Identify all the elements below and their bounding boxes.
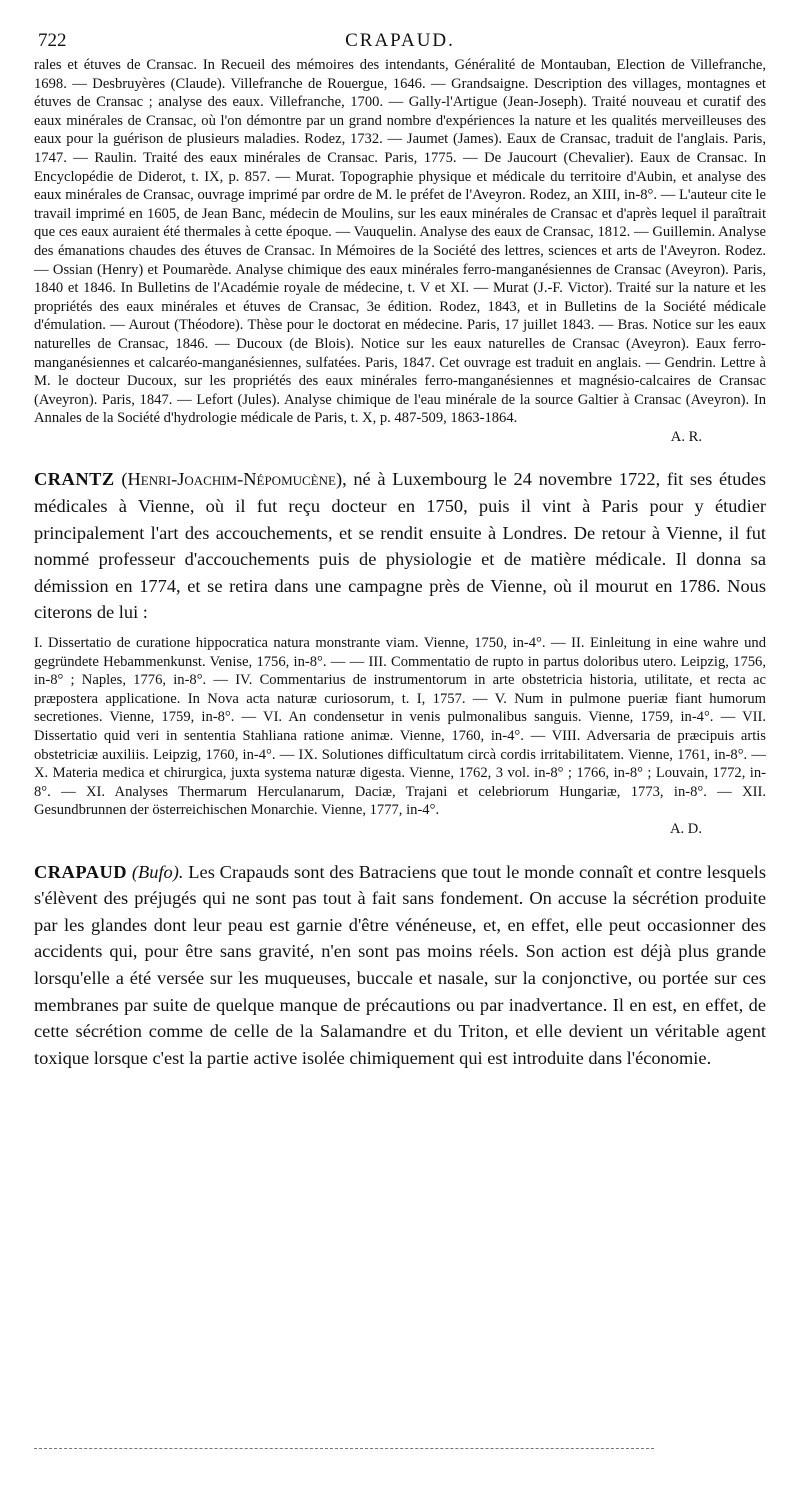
cransac-signature: A. R. <box>670 428 702 445</box>
running-title: CRAPAUD. <box>345 30 455 51</box>
page-number: 722 <box>38 30 67 51</box>
crantz-paragraph <box>34 466 766 626</box>
dictionary-page <box>34 0 766 1071</box>
cransac-bibliography-text: rales et étuves de Cransac. In Recueil des mémoires des intendants, Généralité de Montauban, Election de Villefranche, 1698. — Desbruyères (Claude). Villefranche de Rouergue, 1646. — Grandsaigne. Description des villages, montagnes et étuves de Cransac ; analyse des eaux. Villefranche, 1700. — Gally-l'Artigue (Jean-Joseph). Traité nouveau et curatif des eaux minérales de Cransac, où l'on démontre par un grand nombre d'expériences la nature et les qualités merveilleuses des eaux pour la guérison de plusieurs maladies. Rodez, 1732. — Jaumet (James). Eaux de Cransac, traduit de l'anglais. Paris, 1747. — Raulin. Traité des eaux minérales de Cransac. Paris, 1775. — De Jaucourt (Chevalier). Eaux de Cransac. In Encyclopédie de Diderot, t. IX, p. 857. — Murat. Topographie physique et médicale du territoire d'Aubin, et analyse des eaux minérales de Cransac, ouvrage imprimé par ordre de M. le préfet de l'Aveyron. Rodez, an XIII, in-8°. — L'auteur cite le travail imprimé en 1605, de Jean Banc, médecin de Moulins, sur les eaux minérales de Cransac et d'après lequel il paraîtrait que ces eaux auraient été thermales à cette époque. — Vauquelin. Analyse des eaux de Cransac, 1812. — Guillemin. Analyse des émanations chaudes des étuves de Cransac. In Mémoires de la Société des lettres, sciences et arts de l'Aveyron. Rodez. — Ossian (Henry) et Poumarède. Analyse chimique des eaux minérales ferro-manganésiennes de Cransac (Aveyron). Paris, 1840 et 1846. In Bulletins de l'Académie royale de médecine, t. V et XI. — Murat (J.-F. Victor). Traité sur la nature et les propriétés des eaux minérales et étuves de Cransac, 3e édition. Rodez, 1843, et in Bulletins de la Société médicale d'émulation. — Aurout (Théodore). Thèse pour le doctorat en médecine. Paris, 17 juillet 1843. — Bras. Notice sur les eaux naturelles de Cransac, 1846. — Ducoux (de Blois). Notice sur les eaux naturelles de Cransac (Aveyron). Eaux ferro-manganésiennes et calcaréo-manganésiennes, sulfatées. Paris, 1847. Cet ouvrage est traduit en anglais. — Gendrin. Lettre à M. le docteur Ducoux, sur les propriétés des eaux minérales ferro-manganésiennes et magnésio-calcaires de Cransac (Aveyron). Paris, 1847. — Lefort (Jules). Analyse chimique de l'eau minérale de la source Galtier à Cransac (Aveyron). In Annales de la Société d'hydrologie médicale de Paris, t. X, p. 487-509, 1863-1864. <box>34 57 766 427</box>
crantz-headword: CRANTZ <box>34 469 115 490</box>
crantz-works <box>34 634 766 839</box>
page-footer-rule <box>34 1448 654 1449</box>
crapaud-entry <box>34 859 766 1072</box>
cransac-bibliography <box>34 56 766 446</box>
crantz-signature: A. D. <box>669 820 702 837</box>
crantz-entry <box>34 466 766 838</box>
crantz-works-text: I. Dissertatio de curatione hippocratica natura monstrante viam. Vienne, 1750, in-4°. — II. Einleitung in eine wahre und gegründete Hebammenkunst. Venise, 1756, in-8°. — — III. Commentatio de rupto in partus doloribus utero. Leipzig, 1756, in-8° ; Naples, 1776, in-8°. — IV. Commentarius de instrumentorum in arte obstetricia historia, utilitate, et recta ac præpostera applicatione. In Nova acta naturæ curiosorum, t. I, 1757. — V. Num in pulmone pueriæ fiant humorum secretiones. Vienne, 1759, in-8°. — VI. An condensetur in venis pulmonalibus sanguis. Vienne, 1759, in-4°. — VII. Dissertatio quid veri in sententia Stahliana ratione animæ. Vienne, 1760, in-4°. — VIII. Adversaria de præcipuis artis obstetriciæ auxiliis. Leipzig, 1760, in-4°. — IX. Solutiones difficultatum circà cordis irritabilitatem. Vienne, 1761, in-8°. — X. Materia medica et chirurgica, juxta systema naturæ digesta. Vienne, 1762, 3 vol. in-8° ; 1766, in-8° ; Louvain, 1772, in-8°. — XI. Analyses Thermarum Herculanarum, Daciæ, Trajani et celebriorum Hungariæ, 1773, in-8°. — XII. Gesundbrunnen der österreichischen Monarchie. Vienne, 1777, in-4°. <box>34 635 766 819</box>
crantz-text: , né à Luxembourg le 24 novembre 1722, fit ses études médicales à Vienne, où il fut reçu docteur en 1750, puis il vint à Paris pour y étudier principalement l'art des accouchements, et se rendit ensuite à Londres. De retour à Vienne, il fut nommé professeur d'accouchements puis de physiologie et de matière médicale. Il donna sa démission en 1774, et se retira dans une campagne près de Vienne, où il mourut en 1786. Nous citerons de lui : <box>34 469 766 623</box>
page-header <box>34 0 766 56</box>
crapaud-latin: (Bufo). <box>131 861 184 882</box>
crantz-names: (Henri-Joachim-Népomucène) <box>121 469 343 490</box>
crapaud-text: Les Crapauds sont des Batraciens que tout le monde connaît et contre lesquels s'élèvent des préjugés qui ne sont pas tout à fait sans fondement. On accuse la sécrétion produite par les glandes dont leur peau est garnie d'être vénéneuse, et, en effet, elle peut occasionner des accidents qui, pour être sans gravité, n'en sont pas moins réels. Son action est déjà plus grande lorsqu'elle a été versée sur les muqueuses, buccale et nasale, sur la conjonctive, ou portée sur ces membranes par suite de quelque manque de précautions ou par inadvertance. Il en est, en effet, de cette sécrétion comme de celle de la Salamandre et du Triton, et elle devient un véritable agent toxique lorsque c'est la partie active isolée chimiquement qui est introduite dans l'économie. <box>34 861 766 1068</box>
crapaud-headword: CRAPAUD <box>34 861 128 882</box>
